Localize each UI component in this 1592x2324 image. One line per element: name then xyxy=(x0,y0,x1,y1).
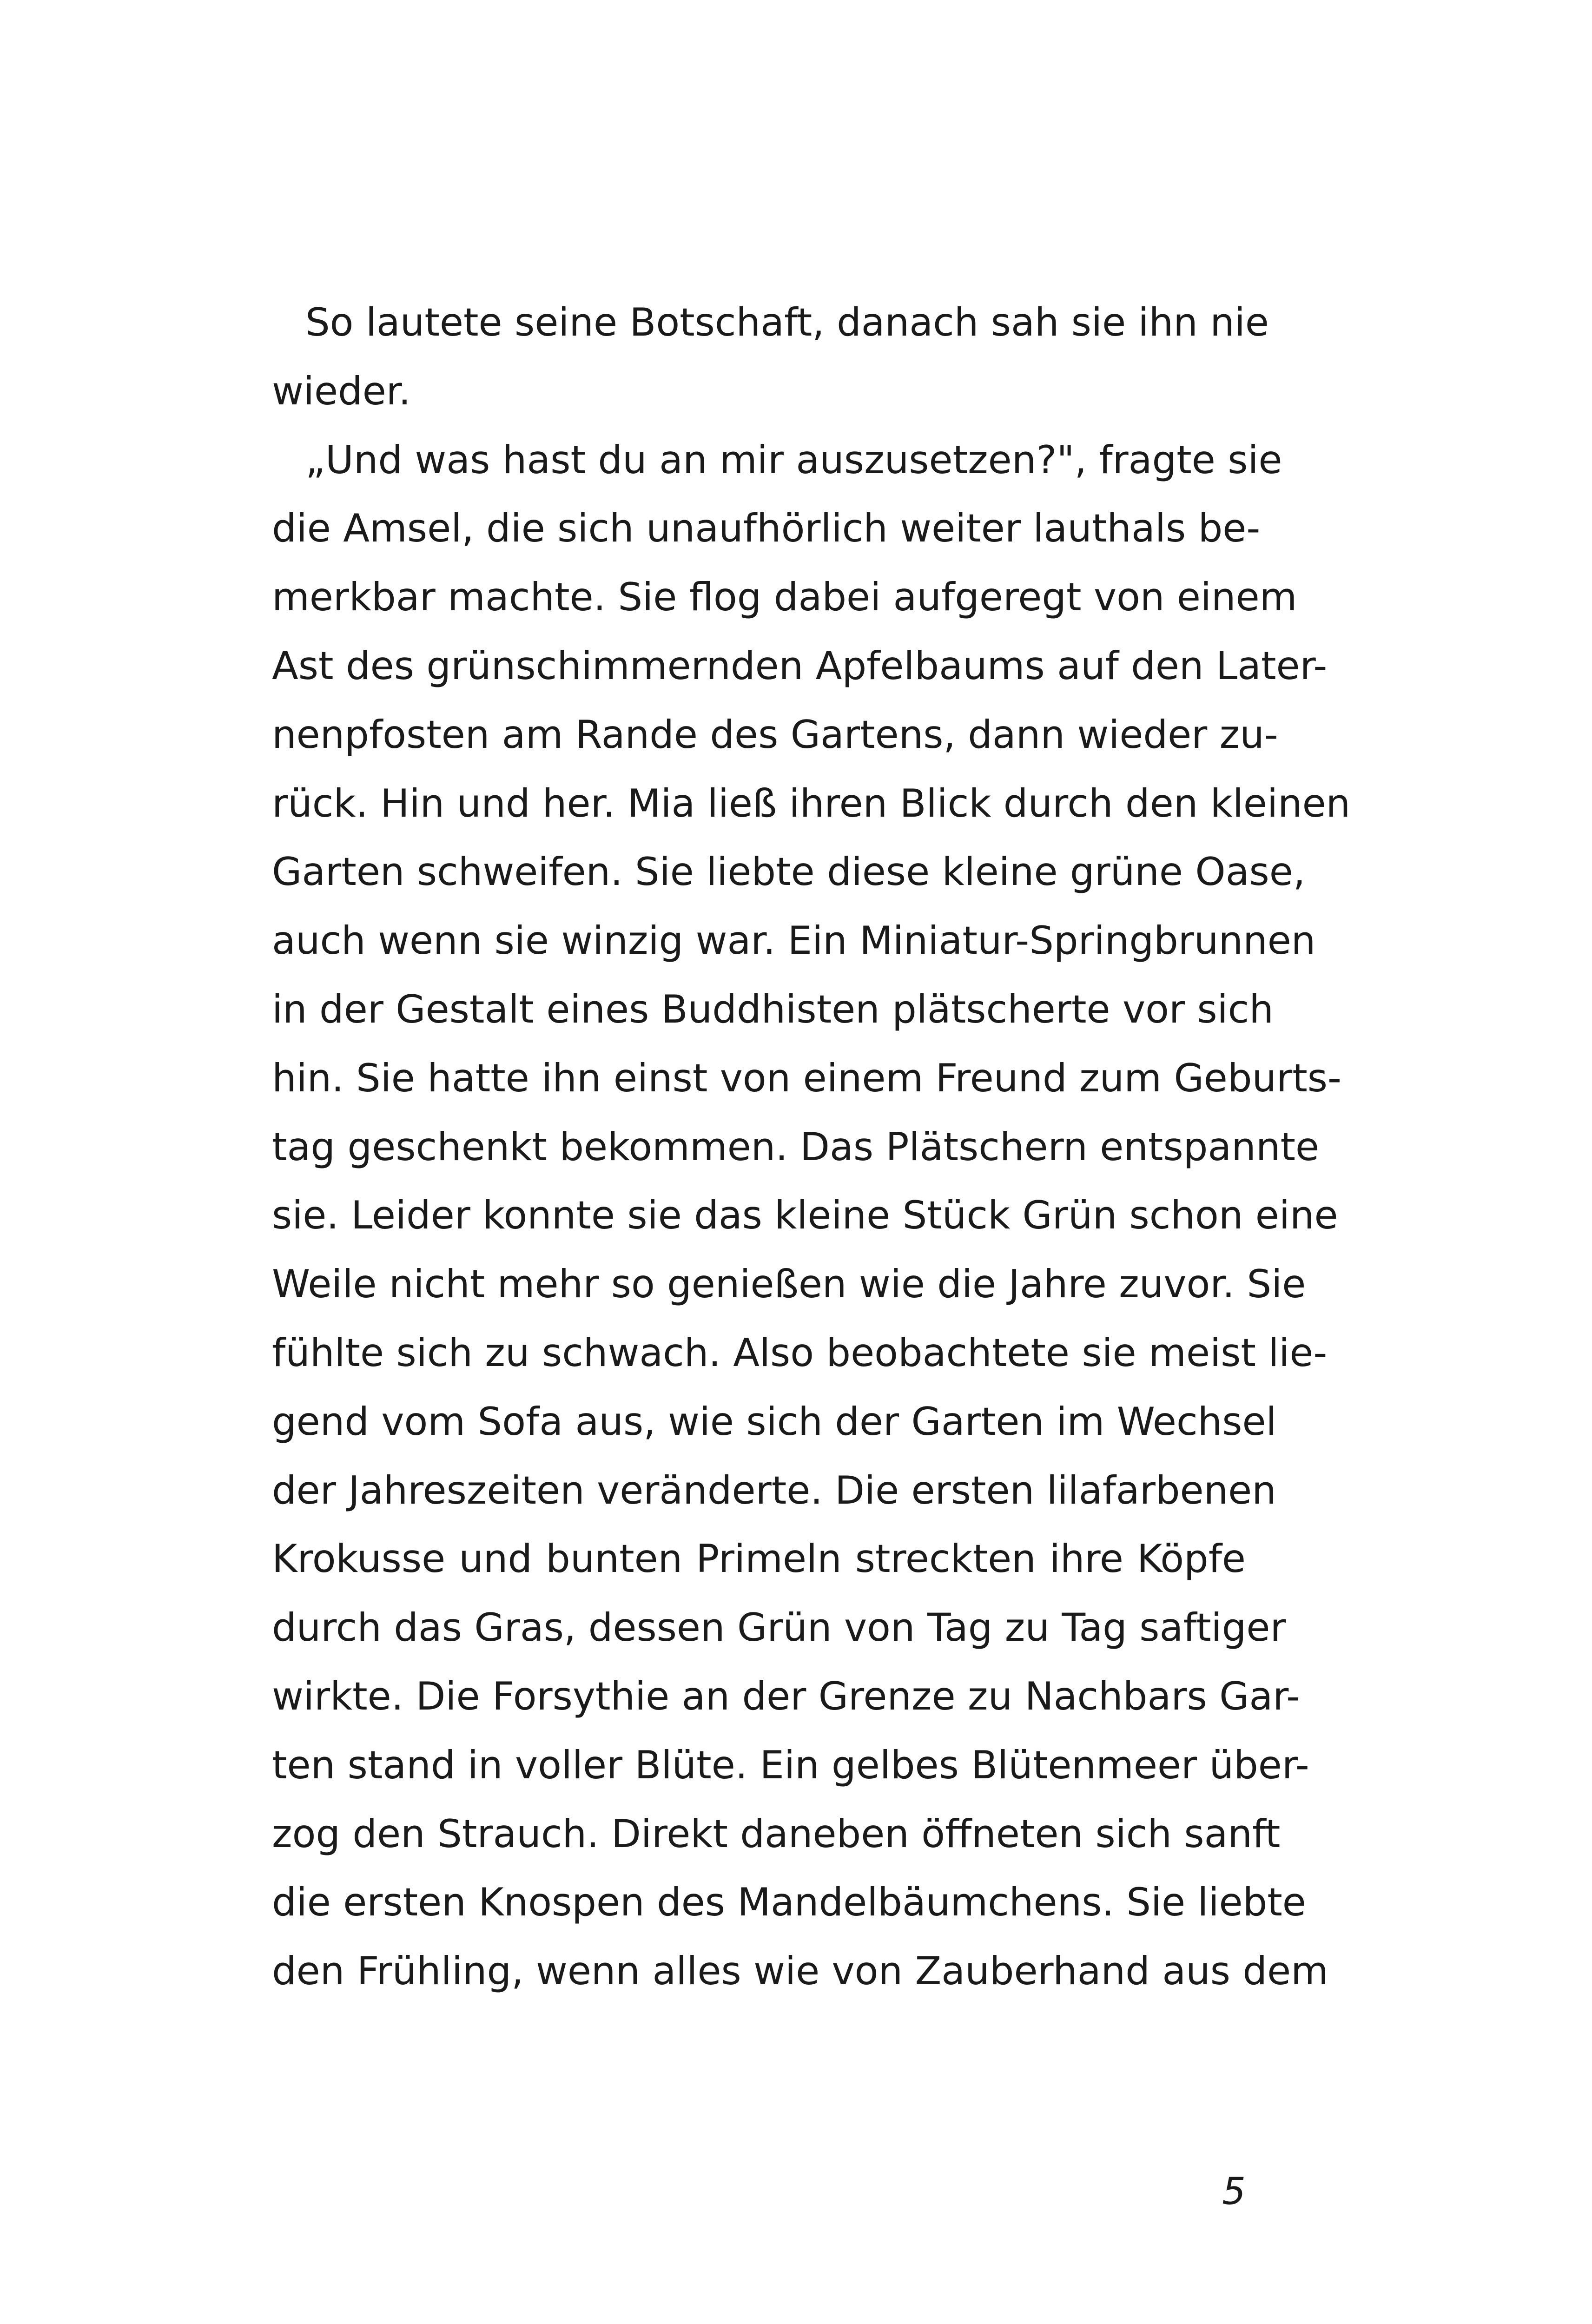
text-line: ten stand in voller Blüte. Ein gelbes Blütenmeer über- xyxy=(272,1742,1309,1788)
text-line: Krokusse und bunten Primeln streckten ihre Köpfe xyxy=(272,1536,1246,1582)
text-line: die Amsel, die sich unaufhörlich weiter lauthals be- xyxy=(272,506,1261,551)
text-line: auch wenn sie winzig war. Ein Miniatur-Springbrunnen xyxy=(272,918,1316,964)
text-line: die ersten Knospen des Mandelbäumchens. Sie liebte xyxy=(272,1880,1306,1925)
text-line: sie. Leider konnte sie das kleine Stück Grün schon eine xyxy=(272,1193,1338,1238)
text-line: merkbar machte. Sie flog dabei aufgeregt von einem xyxy=(272,574,1297,620)
text-line: fühlte sich zu schwach. Also beobachtete sie meist lie- xyxy=(272,1330,1328,1375)
text-line: Garten schweifen. Sie liebte diese kleine grüne Oase, xyxy=(272,849,1306,895)
text-line: hin. Sie hatte ihn einst von einem Freund zum Geburts- xyxy=(272,1055,1341,1101)
text-line: durch das Gras, dessen Grün von Tag zu Tag saftiger xyxy=(272,1605,1286,1651)
text-line: gend vom Sofa aus, wie sich der Garten im Wechsel xyxy=(272,1399,1277,1444)
text-line: rück. Hin und her. Mia ließ ihren Blick durch den kleinen xyxy=(272,780,1351,826)
text-line: der Jahreszeiten veränderte. Die ersten lilafarbenen xyxy=(272,1467,1276,1513)
body-text xyxy=(272,288,1351,2006)
text-line: den Frühling, wenn alles wie von Zauberhand aus dem xyxy=(272,1948,1329,1994)
text-line: Ast des grünschimmernden Apfelbaums auf den Later- xyxy=(272,643,1328,688)
text-line: „Und was hast du an mir auszusetzen?", fragte sie xyxy=(305,437,1282,482)
text-line: in der Gestalt eines Buddhisten plätscherte vor sich xyxy=(272,986,1274,1032)
text-line: wieder. xyxy=(272,368,411,414)
page-number: 5 xyxy=(1222,2170,1246,2213)
text-line: zog den Strauch. Direkt daneben öffneten sich sanft xyxy=(272,1811,1281,1856)
text-line: So lautete seine Botschaft, danach sah sie ihn nie xyxy=(305,300,1269,345)
text-line: tag geschenkt bekommen. Das Plätschern entspannte xyxy=(272,1124,1320,1169)
text-line: nenpfosten am Rande des Gartens, dann wieder zu- xyxy=(272,712,1278,757)
text-line: Weile nicht mehr so genießen wie die Jahre zuvor. Sie xyxy=(272,1261,1306,1307)
text-line: wirkte. Die Forsythie an der Grenze zu Nachbars Gar- xyxy=(272,1673,1301,1719)
